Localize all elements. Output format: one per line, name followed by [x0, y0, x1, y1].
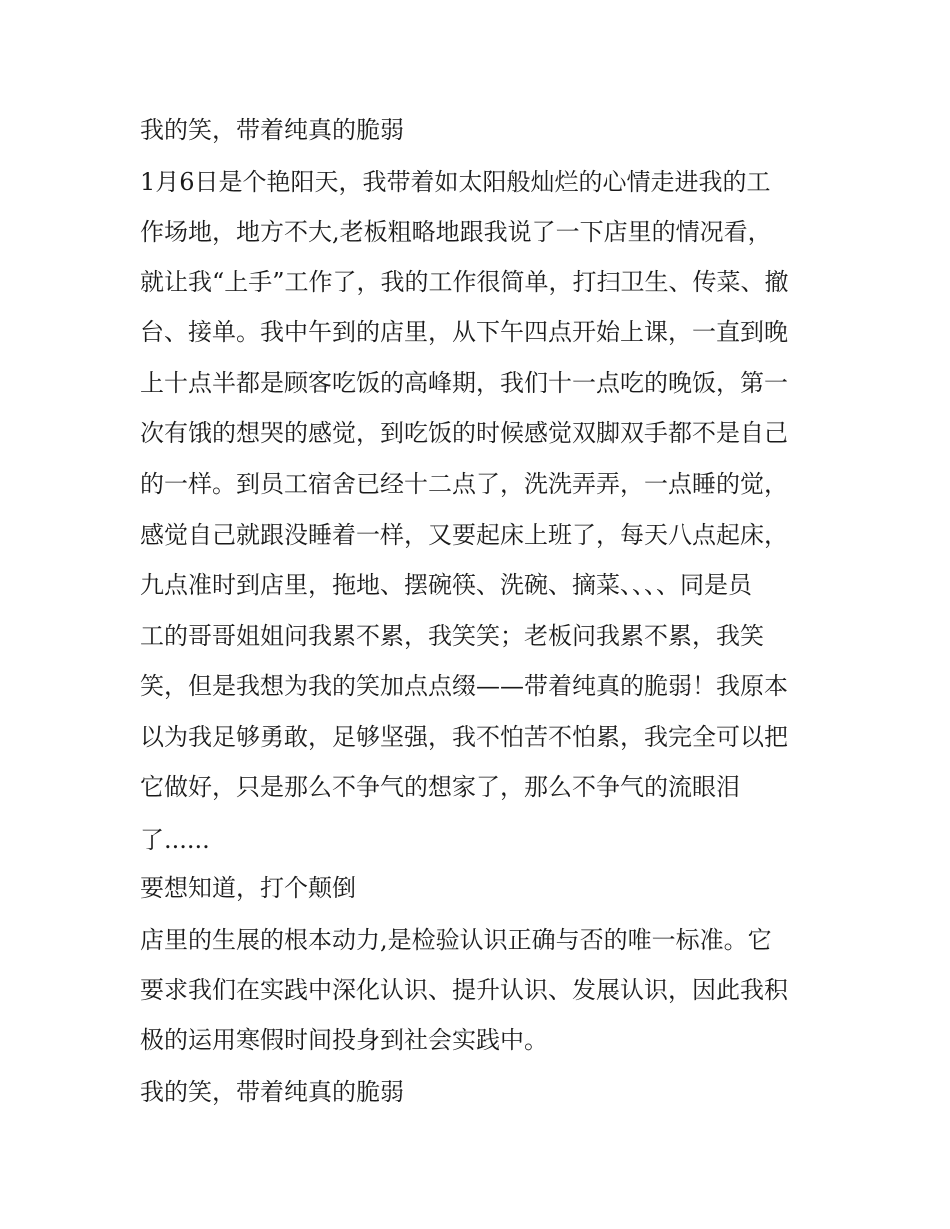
section-heading: 我的笑，带着纯真的脆弱	[140, 116, 404, 144]
text-line: 就让我“上手”工作了，我的工作很简单，打扫卫生、传菜、撤	[140, 268, 789, 296]
text-line: 要求我们在实践中深化认识、提升认识、发展认识，因此我积	[140, 976, 788, 1004]
text-line: 了......	[140, 826, 210, 854]
text-line: 作场地，地方不大,老板粗略地跟我说了一下店里的情况看，	[140, 218, 772, 246]
text-line: 上十点半都是顾客吃饭的高峰期，我们十一点吃的晚饭，第一	[140, 369, 788, 397]
section-heading: 要想知道，打个颠倒	[140, 874, 356, 902]
text-line: 店里的生展的根本动力,是检验认识正确与否的唯一标准。它	[140, 926, 772, 954]
text-line: 台、接单。我中午到的店里，从下午四点开始上课，一直到晚	[140, 318, 788, 346]
text-line: 工的哥哥姐姐问我累不累，我笑笑；老板问我累不累，我笑	[140, 622, 764, 650]
text-line: 的一样。到员工宿舍已经十二点了，洗洗弄弄，一点睡的觉，	[140, 470, 788, 498]
text-line: 九点准时到店里，拖地、摆碗筷、洗碗、摘菜、、、、同是员	[140, 571, 752, 599]
text-line: 极的运用寒假时间投身到社会实践中。	[140, 1026, 548, 1054]
text-line: 1月6日是个艳阳天，我带着如太阳般灿烂的心情走进我的工	[140, 168, 771, 196]
section-heading: 我的笑，带着纯真的脆弱	[140, 1078, 404, 1106]
text-line: 它做好，只是那么不争气的想家了，那么不争气的流眼泪	[140, 773, 740, 801]
text-line: 笑，但是我想为我的笑加点点缀——带着纯真的脆弱！我原本	[140, 672, 788, 700]
text-line: 以为我足够勇敢，足够坚强，我不怕苦不怕累，我完全可以把	[140, 723, 788, 751]
text-line: 次有饿的想哭的感觉，到吃饭的时候感觉双脚双手都不是自己	[140, 419, 788, 447]
text-line: 感觉自己就跟没睡着一样，又要起床上班了，每天八点起床，	[140, 521, 788, 549]
